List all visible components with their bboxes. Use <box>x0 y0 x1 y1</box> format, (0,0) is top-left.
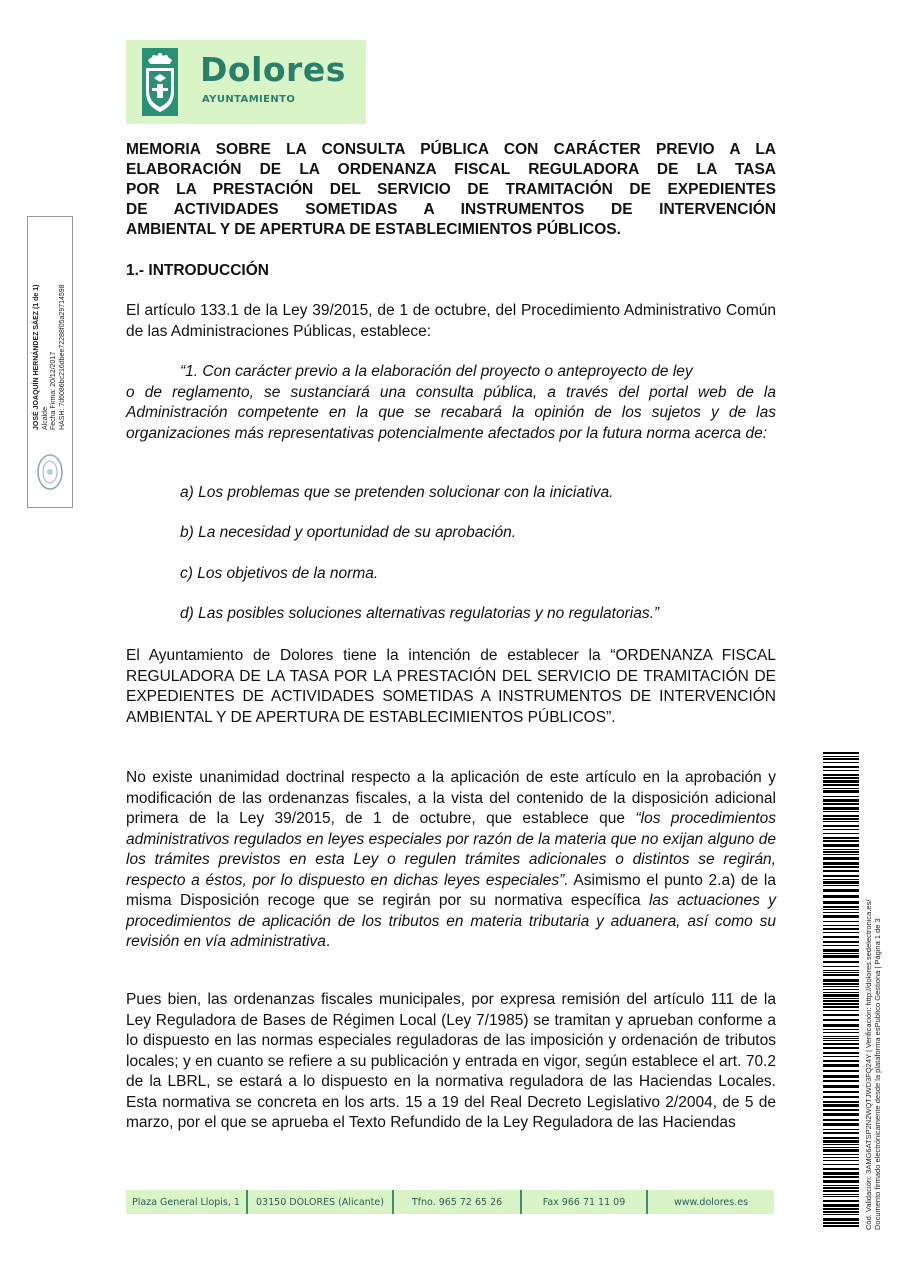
barcode-bar <box>823 756 859 757</box>
barcode-bar <box>823 989 859 990</box>
paragraph-fiscal: Pues bien, las ordenanzas fiscales municipales, por expresa remisión del artículo 111 de la Ley Reguladora de Bases de Régimen Local (Ley 7/1985) se tramitan y aprueban conforme a lo dispuesto en las normas especiales reguladoras de las imposición y ordenación de tributos locales; y en cuanto se refiere a su publicación y entrada en vigor, según establece el art. 70.2 de la LBRL, se estará a lo dispuesto en la normativa reguladora de las Haciendas Locales. Esta normativa se concreta en los arts. 15 a 19 del Real Decreto Legislativo 2/2004, de 5 de marzo, por el que se aprueba el Texto Refundido de la Ley Reguladora de las Haciendas <box>126 991 776 1131</box>
barcode-bar <box>823 780 859 783</box>
barcode-bar <box>823 901 859 904</box>
signature-hash: HASH: 7d6086bc216dbee72288f05a29714598 <box>58 284 66 430</box>
barcode-bar <box>823 1040 859 1041</box>
barcode-bar <box>823 1064 859 1067</box>
signature-stamp <box>27 216 73 508</box>
barcode-bar <box>823 1080 859 1082</box>
barcode-bar <box>823 953 859 954</box>
barcode-bar <box>823 1157 859 1158</box>
barcode-bar <box>823 821 859 822</box>
barcode-bar <box>823 851 859 853</box>
title-line: AMBIENTAL Y DE APERTURA DE ESTABLECIMIENTOS PÚBLICOS. <box>126 221 621 238</box>
logo-name: Dolores <box>200 50 346 89</box>
barcode-bar <box>823 1204 859 1207</box>
paragraph-ordinance: El Ayuntamiento de Dolores tiene la intención de establecer la “ORDENANZA FISCAL REGULADORA DE LA TASA POR LA PRESTACIÓN DEL SERVICIO DE TRAMITACIÓN DE EXPEDIENTES DE ACTIVIDADES SOMETIDAS A INSTRUMENTOS DE INTERVENCIÓN AMBIENTAL Y DE APERTURA DE ESTABLECIMIENTOS PÚBLICOS”. <box>126 647 776 726</box>
barcode-bar <box>823 915 859 918</box>
barcode-bar <box>823 1132 859 1134</box>
section-heading: 1.- INTRODUCCIÓN <box>126 262 269 279</box>
barcode-bar <box>823 1052 859 1054</box>
barcode-bar <box>823 1010 859 1011</box>
barcode-bar <box>823 1119 859 1121</box>
barcode-bar <box>823 1154 859 1155</box>
barcode-bar <box>823 1075 859 1078</box>
municipality-logo <box>126 40 366 124</box>
barcode-bar <box>823 1019 859 1021</box>
barcode-bar <box>823 895 859 898</box>
barcode-bar <box>823 1038 859 1039</box>
barcode-bar <box>823 1060 859 1062</box>
barcode-bar <box>823 1032 859 1033</box>
barcode-bar <box>823 811 859 812</box>
barcode-bar <box>823 1172 859 1175</box>
barcode-bar <box>823 1014 859 1016</box>
barcode-bar <box>823 998 859 999</box>
barcode-bar <box>823 1176 859 1178</box>
seal-icon <box>36 452 64 492</box>
doctrine-text: . <box>325 933 331 950</box>
footer-city: 03150 DOLORES (Alicante) <box>248 1190 394 1214</box>
barcode-bar <box>823 936 859 938</box>
barcode-bar <box>823 784 859 786</box>
barcode-bar <box>823 1214 859 1215</box>
barcode-bar <box>823 788 859 789</box>
barcode-bar <box>823 1000 859 1002</box>
barcode-bar <box>823 979 859 982</box>
barcode-bar <box>823 1222 859 1224</box>
barcode-bar <box>823 1211 859 1213</box>
list-item: a) Los problemas que se pretenden solucionar con la iniciativa. <box>180 484 614 501</box>
barcode-bar <box>823 912 859 913</box>
title-line: DE ACTIVIDADES SOMETIDAS A INSTRUMENTOS DE INTERVENCIÓN <box>126 201 776 218</box>
barcode-bar <box>823 970 859 971</box>
barcode-bar <box>823 881 859 884</box>
barcode-bar <box>823 932 859 933</box>
barcode-bar <box>823 889 859 892</box>
barcode-bar <box>823 1113 859 1116</box>
barcode-bar <box>823 862 859 865</box>
barcode-bar <box>823 758 859 760</box>
signer-name: JOSÉ JOAQUÍN HERNÁNDEZ SÁEZ (1 de 1) <box>33 284 40 430</box>
barcode-bar <box>823 1104 859 1107</box>
doctrine-text: Asimismo el punto 2.a) de la misma Disposición recoge que se regirán por su normativa específica <box>126 871 776 909</box>
barcode-bar <box>823 921 859 922</box>
barcode-bar <box>823 983 859 985</box>
barcode-bar <box>823 1208 859 1210</box>
barcode-bar <box>823 870 859 872</box>
barcode-bar <box>823 1190 859 1192</box>
barcode-bar <box>823 961 859 963</box>
signature-date: Fecha Firma: 20/12/2017 <box>50 351 57 430</box>
barcode-bar <box>823 1168 859 1170</box>
signer-role: Alcalde <box>41 407 49 430</box>
barcode-bar <box>823 906 859 908</box>
barcode-bar <box>823 1144 859 1145</box>
list-item: d) Las posibles soluciones alternativas regulatorias y no regulatorias.” <box>180 605 660 622</box>
legal-quote <box>126 362 776 444</box>
barcode-bar <box>823 825 859 827</box>
barcode-bar <box>823 762 859 763</box>
validation-line: Cód. Validación: 3AMG6ATSP2N2WQTJWD3FQ24Y | Verificación: http://dolores.sedelectronica.es/ <box>864 899 873 1230</box>
barcode-bar <box>823 1101 859 1103</box>
barcode-bar <box>823 1006 859 1008</box>
barcode-bar <box>823 1109 859 1111</box>
barcode-bar <box>823 849 859 850</box>
barcode-bar <box>823 1070 859 1072</box>
barcode-bar <box>823 837 859 839</box>
title-line: MEMORIA SOBRE LA CONSULTA PÚBLICA CON CARÁCTER PREVIO A LA <box>126 141 776 158</box>
barcode-bar <box>823 955 859 958</box>
validation-line: Documento firmado electrónicamente desde la plataforma esPublico Gestiona | Página 1 de 3 <box>873 918 882 1230</box>
validation-text <box>864 750 882 1230</box>
barcode-bar <box>823 833 859 834</box>
barcode-bar <box>823 941 859 943</box>
footer-address: Plaza General Llopis, 1 <box>126 1190 248 1214</box>
quote-body: o de reglamento, se sustanciará una consulta pública, a través del portal web de la Administración competente en la que se recabará la opinión de los sujetos y de las organizaciones más representativas potencialmente afectados por la futura norma acerca de: <box>126 383 776 442</box>
barcode-bar <box>823 1196 859 1197</box>
barcode-bar <box>823 844 859 847</box>
barcode-bar <box>823 818 859 820</box>
barcode-bar <box>823 866 859 868</box>
list-item: b) La necesidad y oportunidad de su aprobación. <box>180 524 517 541</box>
barcode-bar <box>823 885 859 886</box>
barcode-bar <box>823 1185 859 1186</box>
barcode-bar <box>823 790 859 793</box>
footer-fax: Fax 966 71 11 09 <box>522 1190 648 1214</box>
barcode-bar <box>823 857 859 860</box>
barcode-bar <box>823 994 859 997</box>
barcode-bar <box>823 1003 859 1005</box>
title-line: ELABORACIÓN DE LA ORDENANZA FISCAL REGULADORA DE LA TASA <box>126 161 776 178</box>
barcode-bar <box>823 945 859 946</box>
barcode-bar <box>823 777 859 779</box>
coat-of-arms-icon <box>140 48 180 116</box>
title-line: POR LA PRESTACIÓN DEL SERVICIO DE TRAMITACIÓN DE EXPEDIENTES <box>126 181 776 198</box>
barcode-bar <box>823 854 859 855</box>
barcode-bar <box>823 1024 859 1027</box>
barcode-bar <box>823 1140 859 1143</box>
barcode-bar <box>823 774 859 776</box>
barcode-bar <box>823 1056 859 1057</box>
barcode-bar <box>823 974 859 976</box>
barcode-bar <box>823 1149 859 1152</box>
paragraph-doctrine <box>126 768 776 953</box>
barcode-bar <box>823 1091 859 1093</box>
barcode-bar <box>823 928 859 930</box>
barcode-bar <box>823 875 859 877</box>
doctrine-quote: las actuaciones y procedimientos de aplicación de los tributos en materia tributaria y aduanera, así como su revisión en vía administrativa <box>126 892 776 950</box>
barcode-bar <box>823 803 859 805</box>
barcode-bar <box>823 829 859 830</box>
barcode-bar <box>823 1147 859 1148</box>
document-title <box>126 140 776 240</box>
signature-text <box>33 220 67 430</box>
barcode-bar <box>823 972 859 973</box>
barcode-bar <box>823 1218 859 1221</box>
barcode-bar <box>823 1036 859 1037</box>
barcode-bar <box>823 1160 859 1161</box>
barcode-bar <box>823 1029 859 1030</box>
barcode-bar <box>823 1085 859 1088</box>
doctrine-quote: “los procedimientos administrativos regulados en leyes especiales por razón de la materia que no exijan alguno de los trámites previstos en esta Ley o regulen trámites adicionales o distintos se regirán, respecto a éstos, por lo dispuesto en dichas leyes especiales”. <box>126 810 776 889</box>
barcode-bar <box>823 1047 859 1049</box>
barcode-bar <box>823 966 859 967</box>
barcode-bar <box>823 770 859 771</box>
barcode-bar <box>823 815 859 817</box>
barcode-bar <box>823 1043 859 1045</box>
barcode-bar <box>823 1096 859 1098</box>
barcode-bar <box>823 992 859 993</box>
barcode-icon <box>823 752 859 1228</box>
doctrine-text: No existe unanimidad doctrinal respecto a la aplicación de este artículo en la aprobación y modificación de las ordenanzas fiscales, a la vista del contenido de la disposición adicional primera de la Ley 39/2015, de 1 de octubre, que establece que <box>126 769 776 827</box>
barcode-bar <box>823 1200 859 1202</box>
barcode-bar <box>823 1123 859 1126</box>
barcode-bar <box>823 1164 859 1165</box>
barcode-bar <box>823 807 859 810</box>
footer-web[interactable]: www.dolores.es <box>673 1196 749 1208</box>
barcode-bar <box>823 986 859 987</box>
barcode-bar <box>823 1180 859 1183</box>
paragraph-intro: El artículo 133.1 de la Ley 39/2015, de 1 de octubre, del Procedimiento Administrativo Común de las Administraciones Públicas, establece: <box>126 302 776 340</box>
barcode-bar <box>823 796 859 797</box>
barcode-bar <box>823 1187 859 1189</box>
barcode-bar <box>823 925 859 926</box>
barcode-bar <box>823 879 859 880</box>
footer-phone: Tfno. 965 72 65 26 <box>394 1190 522 1214</box>
barcode-bar <box>823 766 859 768</box>
footer-bar <box>126 1190 774 1214</box>
barcode-bar <box>823 909 859 910</box>
logo-subtitle: AYUNTAMIENTO <box>202 94 296 105</box>
list-item: c) Los objetivos de la norma. <box>180 565 379 582</box>
barcode-bar <box>823 1194 859 1195</box>
barcode-bar <box>823 1225 859 1227</box>
barcode-bar <box>823 1137 859 1139</box>
barcode-bar <box>823 840 859 842</box>
barcode-bar <box>823 1129 859 1130</box>
barcode-bar <box>823 752 859 754</box>
barcode-bar <box>823 949 859 952</box>
quote-first-line: “1. Con carácter previo a la elaboración del proyecto o anteproyecto de ley <box>180 363 693 380</box>
barcode-bar <box>823 799 859 802</box>
